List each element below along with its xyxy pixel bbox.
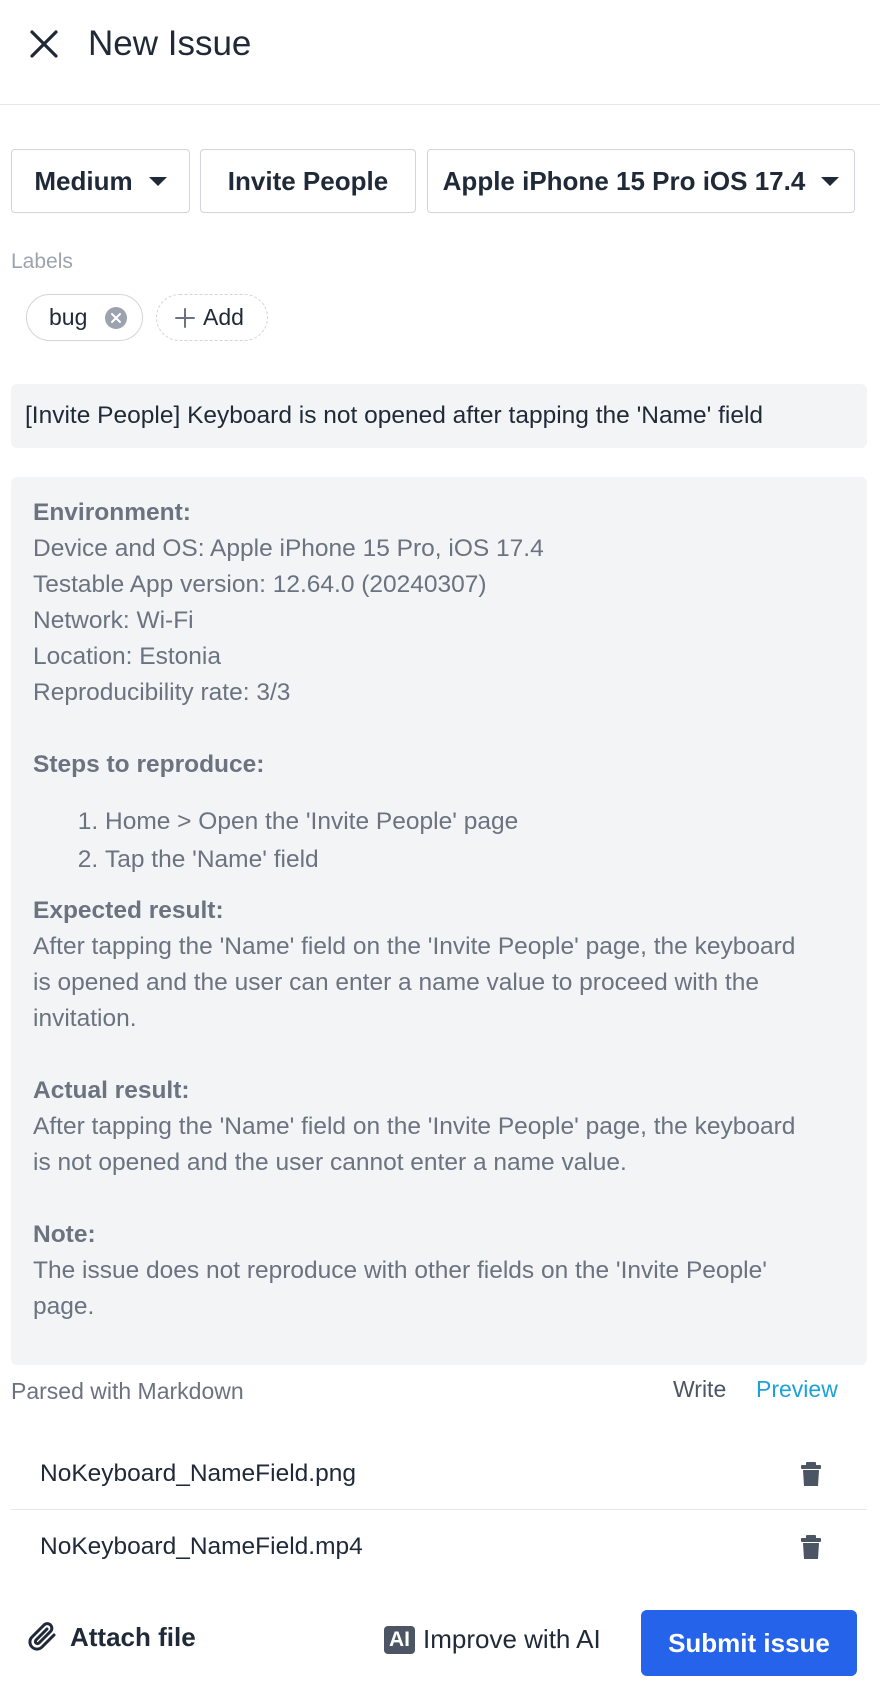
priority-value: Medium	[34, 165, 133, 196]
env-line: Network: Wi-Fi	[33, 607, 194, 634]
plus-icon	[174, 307, 196, 329]
steps-list	[33, 803, 845, 879]
close-button[interactable]	[22, 22, 66, 66]
add-label-text: Add	[203, 304, 244, 330]
trash-icon[interactable]	[797, 1460, 825, 1488]
caret-down-icon	[149, 177, 167, 186]
submit-issue-label: Submit issue	[668, 1627, 830, 1658]
actual-line: is not opened and the user cannot enter a name value.	[33, 1149, 627, 1176]
device-value: Apple iPhone 15 Pro iOS 17.4	[442, 165, 806, 196]
steps-heading: Steps to reproduce:	[33, 751, 265, 778]
labels-heading: Labels	[11, 250, 73, 273]
env-line: Reproducibility rate: 3/3	[33, 679, 291, 706]
attachment-name: NoKeyboard_NameField.png	[40, 1459, 356, 1487]
add-label-button[interactable]	[156, 294, 268, 341]
component-value: Invite People	[227, 165, 389, 196]
list-item: 1. Home > Open the 'Invite People' page	[105, 803, 845, 841]
attachment-row	[11, 1438, 867, 1510]
env-line: Device and OS: Apple iPhone 15 Pro, iOS 17.4	[33, 535, 544, 562]
label-chip-text: bug	[49, 304, 88, 330]
tab-write[interactable]: Write	[673, 1376, 727, 1402]
actual-line: After tapping the 'Name' field on the 'Invite People' page, the keyboard	[33, 1113, 796, 1140]
expected-line: is opened and the user can enter a name value to proceed with the	[33, 969, 759, 996]
device-dropdown[interactable]	[427, 149, 855, 213]
issue-title-input[interactable]	[11, 384, 867, 448]
page-title: New Issue	[88, 24, 252, 63]
env-line: Location: Estonia	[33, 643, 221, 670]
markdown-note: Parsed with Markdown	[11, 1378, 244, 1404]
priority-dropdown[interactable]	[11, 149, 190, 213]
expected-line: invitation.	[33, 1005, 137, 1032]
attachment-row	[11, 1511, 867, 1583]
attach-file-label: Attach file	[70, 1621, 196, 1652]
caret-down-icon	[821, 177, 839, 186]
submit-issue-button[interactable]	[641, 1610, 857, 1676]
header	[0, 0, 880, 105]
label-chip-bug	[26, 294, 143, 341]
expected-heading: Expected result:	[33, 897, 224, 924]
close-icon	[28, 28, 60, 60]
close-circle-icon	[110, 312, 122, 324]
attachment-name: NoKeyboard_NameField.mp4	[40, 1533, 363, 1560]
remove-label-button[interactable]	[105, 307, 127, 329]
actual-heading: Actual result:	[33, 1077, 190, 1104]
list-item: 2. Tap the 'Name' field	[105, 841, 845, 879]
ai-badge-icon: AI	[384, 1626, 415, 1654]
environment-heading: Environment:	[33, 499, 191, 526]
note-line: The issue does not reproduce with other fields on the 'Invite People'	[33, 1257, 767, 1284]
tab-preview[interactable]: Preview	[756, 1376, 838, 1402]
component-button[interactable]	[200, 149, 416, 213]
attach-file-button[interactable]	[26, 1620, 196, 1654]
improve-with-ai-button[interactable]	[384, 1624, 601, 1655]
description-preview[interactable]	[11, 477, 867, 1365]
trash-icon[interactable]	[797, 1533, 825, 1561]
note-line: page.	[33, 1293, 95, 1320]
expected-line: After tapping the 'Name' field on the 'Invite People' page, the keyboard	[33, 933, 796, 960]
improve-with-ai-label: Improve with AI	[423, 1624, 601, 1654]
paperclip-icon	[26, 1620, 60, 1654]
note-heading: Note:	[33, 1221, 96, 1248]
env-line: Testable App version: 12.64.0 (20240307)	[33, 571, 487, 598]
